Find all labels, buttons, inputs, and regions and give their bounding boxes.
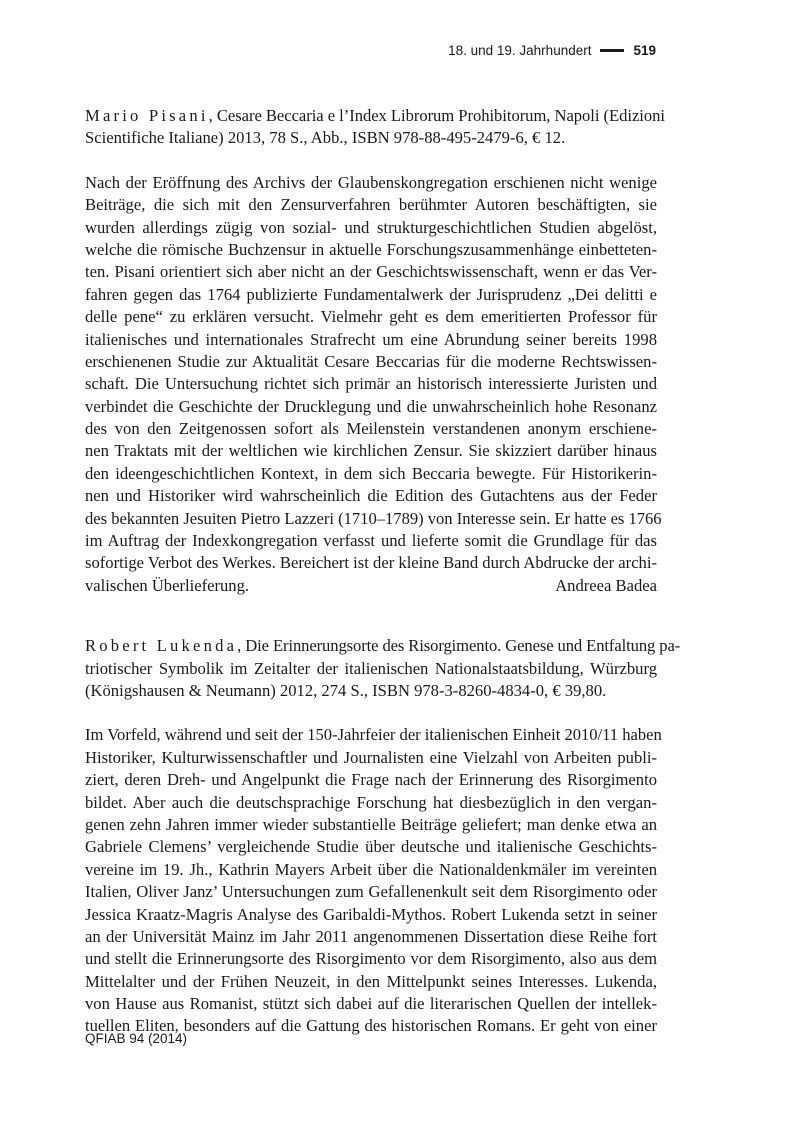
review-2-line: Im Vorfeld, während und seit der 150-Jahrfeier der italienischen Einheit 2010/11 haben (85, 725, 662, 745)
review-1-line: erschienenen Studie zur Aktualität Cesare Beccarias für die moderne Rechtswissen- (85, 351, 657, 371)
running-head-section: 18. und 19. Jahrhundert (448, 43, 592, 58)
review-2-line: genen zehn Jahren immer wieder substantielle Beiträge geliefert; man denke etwa an (85, 814, 657, 834)
review-1-line: verbindet die Geschichte der Drucklegung und die unwahrscheinlich hohe Resonanz (85, 396, 657, 416)
page-number: 519 (633, 43, 656, 58)
review-1-last-line: valischen Überlieferung. (85, 575, 250, 595)
review-1-heading: Mario Pisani, Cesare Beccaria e l’Index Librorum Prohibitorum, Napoli (Edizioni Scientifiche Italiane) 2013, 78 S., Abb., ISBN 978-88-495-2479-6, € 12. (85, 105, 657, 150)
review-1-line: welche die römische Buchzensur in aktuelle Forschungszusammenhänge einbetteten- (85, 239, 657, 259)
review-2-line: und stellt die Erinnerungsorte des Risorgimento vor dem Risorgimento, also aus dem (85, 949, 657, 969)
review-1-line: nen Traktats mit der weltlichen wie kirchlichen Zensur. Sie skizziert darüber hinaus (85, 441, 657, 461)
review-1-author: Mario Pisani (85, 106, 209, 125)
review-1-line: den ideengeschichtlichen Kontext, in dem sich Beccaria bewegte. Für Historikerin- (85, 463, 657, 483)
review-2-line: Mittelalter und der Frühen Neuzeit, in den Mittelpunkt seines Interesses. Lukenda, (85, 971, 657, 991)
review-2-heading: Robert Lukenda, Die Erinnerungsorte des Risorgimento. Genese und Entfaltung pa- triotischer Symbolik im Zeitalter der italienischen Nationalstaatsbildung, Würzburg (Königshausen & Neumann) 2012, 274 S., ISBN 978-3-8260-4834-0, € 39,80. (85, 635, 657, 702)
review-1-line: ten. Pisani orientiert sich aber nicht an der Geschichtswissenschaft, wenn er das Ver- (85, 262, 657, 282)
review-2-title-line-1: Die Erinnerungsorte des Risorgimento. Genese und Entfaltung pa- (245, 636, 681, 656)
review-1-line: Beiträge, die sich mit den Zensurverfahren berühmter Autoren beschäftigten, sie (85, 195, 657, 215)
review-1-line: schaft. Die Untersuchung richtet sich primär an historisch interessierte Juristen und (85, 374, 657, 394)
review-2-line: vereine im 19. Jh., Kathrin Mayers Arbeit über die Nationaldenkmäler im vereinten (85, 859, 657, 879)
review-2-line: Gabriele Clemens’ vergleichende Studie über deutsche und italienische Geschichts- (85, 837, 657, 857)
review-2-line: bildet. Aber auch die deutschsprachige Forschung hat diesbezüglich in den vergan- (85, 792, 657, 812)
review-1-line: des von den Zeitgenossen sofort als Meilenstein verstandenen anonym erschiene- (85, 419, 657, 439)
review-1-line: im Auftrag der Indexkongregation verfasst und lieferte somit die Grundlage für das (85, 531, 657, 551)
review-1-line: des bekannten Jesuiten Pietro Lazzeri (1710–1789) von Interesse sein. Er hatte es 1766 (85, 508, 662, 528)
review-1-line: delle pene“ zu erklären versucht. Vielmehr geht es dem emeritierten Professor für (85, 307, 657, 327)
review-2-author: Robert Lukenda (85, 636, 238, 656)
review-2-body (85, 724, 662, 1037)
review-2-line: Italien, Oliver Janz’ Untersuchungen zum Gefallenenkult seit dem Risorgimento oder (85, 882, 657, 902)
review-1-reviewer: Andreea Badea (555, 575, 657, 595)
review-1-line: sofortige Verbot des Werkes. Bereichert ist der kleine Band durch Abdrucke der archi- (85, 553, 657, 573)
review-1-line: Nach der Eröffnung des Archivs der Glaubenskongregation erschienen nicht wenige (85, 172, 657, 192)
review-2-line: Historiker, Kulturwissenschaftler und Journalisten eine Vielzahl von Arbeiten publi- (85, 747, 657, 767)
review-1-line: italienisches und internationales Strafrecht um eine Abrundung seiner bereits 1998 (85, 329, 657, 349)
page-content (85, 105, 681, 1038)
review-1-body (85, 172, 662, 597)
review-2-title-line-3: (Königshausen & Neumann) 2012, 274 S., ISBN 978-3-8260-4834-0, € 39,80. (85, 680, 607, 700)
running-head (448, 43, 656, 58)
running-head-rule (600, 49, 624, 52)
review-2-line: tuellen Eliten, besonders auf die Gattung des historischen Romans. Er geht von einer (85, 1016, 657, 1036)
review-1-title-line-1: Cesare Beccaria e l’Index Librorum Prohibitorum, Napoli (Edizioni (216, 106, 665, 125)
review-2-title-line-2: triotischer Symbolik im Zeitalter der italienischen Nationalstaatsbildung, Würzburg (85, 658, 657, 678)
review-1-closing (85, 575, 657, 597)
review-2-line: an der Universität Mainz im Jahr 2011 angenommenen Dissertation diese Reihe fort (85, 926, 657, 946)
review-1-line: nen und Historiker wird wahrscheinlich die Edition des Gutachtens aus der Feder (85, 486, 657, 506)
review-1-line: wurden allerdings zügig von sozial- und strukturgeschichtlichen Studien abgelöst, (85, 217, 657, 237)
review-2-line: von Hause aus Romanist, stützt sich dabei auf die literarischen Quellen der intellek- (85, 994, 657, 1014)
review-2-line: ziert, deren Dreh- und Angelpunkt die Frage nach der Erinnerung des Risorgimento (85, 770, 657, 790)
review-2-line: Jessica Kraatz-Magris Analyse des Garibaldi-Mythos. Robert Lukenda setzt in seiner (85, 904, 657, 924)
journal-footer: QFIAB 94 (2014) (85, 1031, 188, 1046)
review-1-title-line-2: Scientifiche Italiane) 2013, 78 S., Abb., ISBN 978-88-495-2479-6, € 12. (85, 128, 566, 148)
review-1-line: fahren gegen das 1764 publizierte Fundamentalwerk der Jurisprudenz „Dei delitti e (85, 284, 657, 304)
